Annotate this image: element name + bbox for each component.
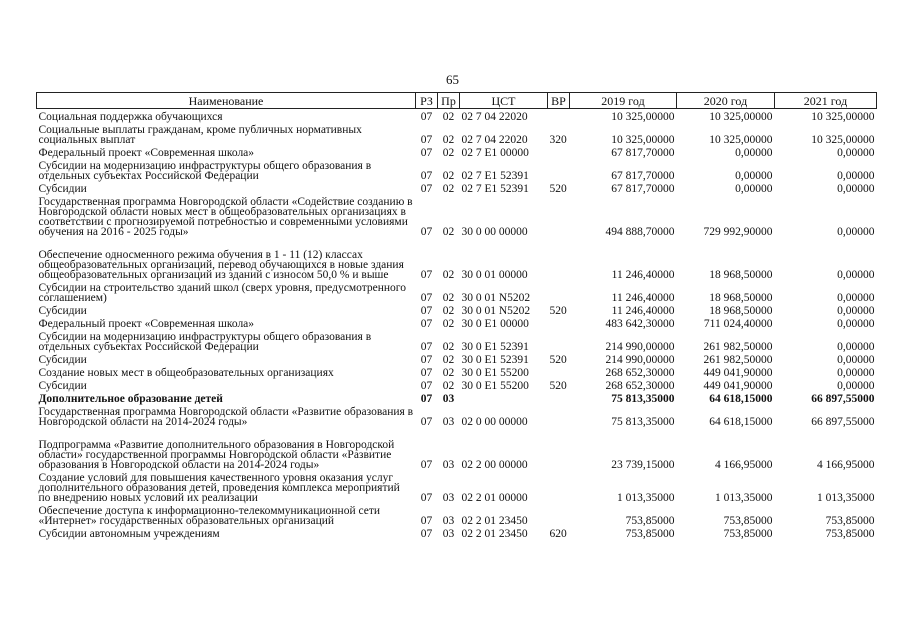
cell-rz: 07 <box>420 340 433 353</box>
cell-vr <box>548 280 570 303</box>
page-number: 65 <box>446 72 459 87</box>
cell-name: Субсидии на строительство зданий школ (сверх уровня, предусмотренного соглашением) <box>38 281 406 304</box>
cell-vr: 520 <box>549 353 567 366</box>
cell-pr: 02 <box>442 268 455 281</box>
cell-y2020: 18 968,50000 <box>709 268 773 281</box>
cell-y2021: 0,00000 <box>837 146 875 159</box>
cell-vr <box>548 427 570 470</box>
cell-cst: 02 2 01 00000 <box>461 491 528 504</box>
cell-rz: 07 <box>420 392 433 405</box>
cell-cst: 02 7 04 22020 <box>461 133 528 146</box>
cell-pr: 02 <box>442 225 455 238</box>
cell-vr: 520 <box>549 182 567 195</box>
cell-name: Субсидии <box>38 304 87 317</box>
cell-y2019: 75 813,35000 <box>611 415 675 428</box>
cell-name: Федеральный проект «Современная школа» <box>38 146 255 159</box>
cell-cst: 02 7 04 22020 <box>461 110 528 123</box>
table-row <box>37 122 877 145</box>
cell-rz: 07 <box>420 146 433 159</box>
cell-name: Федеральный проект «Современная школа» <box>38 317 255 330</box>
cell-y2019: 753,85000 <box>625 527 675 540</box>
cell-rz: 07 <box>420 353 433 366</box>
cell-y2020: 10 325,00000 <box>709 133 773 146</box>
table-row <box>37 237 877 280</box>
cell-y2019: 10 325,00000 <box>611 110 675 123</box>
cell-pr: 03 <box>442 491 455 504</box>
cell-rz: 07 <box>420 133 433 146</box>
cell-vr: 520 <box>549 304 567 317</box>
cell-y2021: 10 325,00000 <box>811 110 875 123</box>
cell-y2020: 10 325,00000 <box>709 110 773 123</box>
cell-name: Подпрограмма «Развитие дополнительного образования в Новгородской области» государственной программы Новгородской области «Развитие образования в Новгородской области на 2014-2024 годы» <box>38 438 395 471</box>
table-row <box>37 158 877 181</box>
cell-rz: 07 <box>420 169 433 182</box>
cell-rz: 07 <box>420 304 433 317</box>
cell-name: Дополнительное образование детей <box>38 392 223 405</box>
cell-name: Субсидии на модернизацию инфраструктуры общего образования в отдельных субъектах Российской Федерации <box>38 159 372 182</box>
cell-y2019: 11 246,40000 <box>611 304 675 317</box>
cell-rz: 07 <box>420 110 433 123</box>
cell-pr: 03 <box>442 527 455 540</box>
cell-cst: 30 0 E1 52391 <box>461 340 529 353</box>
cell-vr: 620 <box>549 527 567 540</box>
cell-cst: 02 2 00 00000 <box>461 458 528 471</box>
cell-y2020: 64 618,15000 <box>709 415 773 428</box>
cell-y2019: 268 652,30000 <box>605 379 675 392</box>
cell-y2021: 0,00000 <box>837 225 875 238</box>
cell-pr: 02 <box>442 340 455 353</box>
cell-y2020: 0,00000 <box>735 169 773 182</box>
cell-cst: 30 0 E1 00000 <box>461 317 529 330</box>
cell-pr: 02 <box>442 353 455 366</box>
cell-name: Государственная программа Новгородской области «Содействие созданию в Новгородской области новых мест в общеобразовательных организациях в соответствии с прогнозируемой потребностью и современными условиями обучения на 2016 - 2025 годы» <box>38 195 413 238</box>
cell-pr: 03 <box>442 514 455 527</box>
cell-y2021: 753,85000 <box>825 527 875 540</box>
cell-pr: 03 <box>442 458 455 471</box>
cell-pr: 03 <box>442 392 455 405</box>
cell-y2021: 753,85000 <box>825 514 875 527</box>
table-header-row <box>37 93 877 109</box>
cell-cst: 30 0 E1 55200 <box>461 379 529 392</box>
cell-y2021: 0,00000 <box>837 304 875 317</box>
cell-y2021: 66 897,55000 <box>811 392 875 405</box>
cell-y2019: 67 817,70000 <box>611 182 675 195</box>
table-row <box>37 365 877 378</box>
cell-name: Субсидии автономным учреждениям <box>38 527 220 540</box>
cell-y2020: 753,85000 <box>723 527 773 540</box>
cell-cst: 30 0 E1 55200 <box>461 366 529 379</box>
table-row <box>37 427 877 470</box>
cell-pr: 02 <box>442 291 455 304</box>
cell-y2019: 75 813,35000 <box>611 392 675 405</box>
cell-cst: 02 2 01 23450 <box>461 527 528 540</box>
cell-rz: 07 <box>420 225 433 238</box>
cell-cst <box>460 391 548 404</box>
cell-rz: 07 <box>420 458 433 471</box>
table-body <box>37 109 877 539</box>
cell-y2020: 449 041,90000 <box>703 366 773 379</box>
cell-pr: 02 <box>442 182 455 195</box>
cell-pr: 03 <box>442 415 455 428</box>
cell-y2021: 10 325,00000 <box>811 133 875 146</box>
cell-y2020: 729 992,90000 <box>703 225 773 238</box>
cell-name: Субсидии <box>38 379 87 392</box>
cell-y2021: 1 013,35000 <box>817 491 875 504</box>
cell-rz: 07 <box>420 514 433 527</box>
cell-y2019: 753,85000 <box>625 514 675 527</box>
cell-y2020: 1 013,35000 <box>715 491 773 504</box>
cell-vr <box>548 365 570 378</box>
cell-cst: 02 7 E1 52391 <box>461 182 529 195</box>
cell-y2019: 214 990,00000 <box>605 353 675 366</box>
cell-name: Социальные выплаты гражданам, кроме публичных нормативных социальных выплат <box>38 123 362 146</box>
cell-y2019: 11 246,40000 <box>611 291 675 304</box>
header-vr: ВР <box>548 93 570 109</box>
cell-y2021: 0,00000 <box>837 317 875 330</box>
cell-name: Государственная программа Новгородской области «Развитие образования в Новгородской области на 2014-2024 годы» <box>38 405 414 428</box>
cell-y2021: 0,00000 <box>837 353 875 366</box>
cell-pr: 02 <box>442 379 455 392</box>
table-row <box>37 526 877 539</box>
cell-cst: 30 0 01 N5202 <box>461 291 531 304</box>
cell-y2020: 261 982,50000 <box>703 340 773 353</box>
cell-y2021: 0,00000 <box>837 291 875 304</box>
cell-vr: 520 <box>549 379 567 392</box>
cell-name: Создание новых мест в общеобразовательных организациях <box>38 366 334 379</box>
cell-name: Социальная поддержка обучающихся <box>38 110 223 123</box>
cell-cst: 30 0 E1 52391 <box>461 353 529 366</box>
cell-pr: 02 <box>442 169 455 182</box>
cell-vr <box>548 391 570 404</box>
cell-y2020: 4 166,95000 <box>715 458 773 471</box>
table-row <box>37 470 877 503</box>
cell-name: Субсидии на модернизацию инфраструктуры общего образования в отдельных субъектах Российской Федерации <box>38 330 372 353</box>
cell-y2019: 23 739,15000 <box>611 458 675 471</box>
cell-y2021: 0,00000 <box>837 182 875 195</box>
cell-y2020: 18 968,50000 <box>709 304 773 317</box>
cell-vr <box>548 145 570 158</box>
budget-table <box>36 92 877 539</box>
header-name: Наименование <box>37 93 416 109</box>
header-rz: РЗ <box>416 93 438 109</box>
cell-rz: 07 <box>420 291 433 304</box>
cell-rz: 07 <box>420 268 433 281</box>
cell-y2021: 0,00000 <box>837 340 875 353</box>
header-pr: Пр <box>438 93 460 109</box>
cell-cst: 30 0 01 N5202 <box>461 304 531 317</box>
cell-y2020: 711 024,40000 <box>703 317 773 330</box>
table-row <box>37 109 877 122</box>
cell-pr: 02 <box>442 146 455 159</box>
table-row <box>37 404 877 427</box>
table-row <box>37 503 877 526</box>
table-row <box>37 329 877 352</box>
cell-y2019: 214 990,00000 <box>605 340 675 353</box>
table-row <box>37 280 877 303</box>
cell-vr <box>548 470 570 503</box>
table-row <box>37 145 877 158</box>
cell-y2019: 11 246,40000 <box>611 268 675 281</box>
cell-rz: 07 <box>420 182 433 195</box>
table-row <box>37 316 877 329</box>
cell-y2021: 66 897,55000 <box>811 415 875 428</box>
cell-rz: 07 <box>420 415 433 428</box>
cell-y2019: 483 642,30000 <box>605 317 675 330</box>
header-cst: ЦСТ <box>460 93 548 109</box>
header-2019: 2019 год <box>570 93 677 109</box>
cell-rz: 07 <box>420 366 433 379</box>
cell-y2021: 0,00000 <box>837 366 875 379</box>
table-row <box>37 303 877 316</box>
cell-rz: 07 <box>420 379 433 392</box>
cell-y2019: 67 817,70000 <box>611 169 675 182</box>
header-2021: 2021 год <box>775 93 877 109</box>
table-row <box>37 194 877 237</box>
table-row <box>37 391 877 404</box>
cell-pr: 02 <box>442 304 455 317</box>
cell-cst: 30 0 00 00000 <box>461 225 528 238</box>
cell-vr <box>548 237 570 280</box>
cell-name: Субсидии <box>38 353 87 366</box>
cell-y2021: 4 166,95000 <box>817 458 875 471</box>
header-2020: 2020 год <box>677 93 775 109</box>
cell-name: Обеспечение доступа к информационно-телекоммуникационной сети «Интернет» государственных образовательных организаций <box>38 504 381 527</box>
cell-cst: 02 7 E1 00000 <box>461 146 529 159</box>
cell-pr: 02 <box>442 133 455 146</box>
cell-y2020: 449 041,90000 <box>703 379 773 392</box>
cell-vr <box>548 329 570 352</box>
cell-name: Субсидии <box>38 182 87 195</box>
cell-cst: 02 2 01 23450 <box>461 514 528 527</box>
cell-y2019: 10 325,00000 <box>611 133 675 146</box>
cell-y2019: 494 888,70000 <box>605 225 675 238</box>
cell-vr <box>548 194 570 237</box>
cell-y2020: 18 968,50000 <box>709 291 773 304</box>
cell-y2019: 268 652,30000 <box>605 366 675 379</box>
cell-cst: 30 0 01 00000 <box>461 268 528 281</box>
cell-rz: 07 <box>420 317 433 330</box>
cell-cst: 02 0 00 00000 <box>461 415 528 428</box>
cell-y2020: 753,85000 <box>723 514 773 527</box>
cell-pr: 02 <box>442 317 455 330</box>
cell-y2020: 64 618,15000 <box>709 392 773 405</box>
cell-name: Обеспечение односменного режима обучения в 1 - 11 (12) классах общеобразовательных организаций, перевод обучающихся в новые здания общеобразовательных организаций из зданий с износом 50,0 % и выше <box>38 248 404 281</box>
cell-y2021: 0,00000 <box>837 169 875 182</box>
cell-pr: 02 <box>442 110 455 123</box>
cell-vr <box>548 316 570 329</box>
cell-vr: 320 <box>549 133 567 146</box>
cell-y2021: 0,00000 <box>837 268 875 281</box>
table-row <box>37 352 877 365</box>
cell-y2020: 0,00000 <box>735 146 773 159</box>
cell-pr: 02 <box>442 366 455 379</box>
table-row <box>37 181 877 194</box>
cell-rz: 07 <box>420 491 433 504</box>
cell-y2019: 1 013,35000 <box>617 491 675 504</box>
cell-vr <box>548 503 570 526</box>
cell-name: Создание условий для повышения качественного уровня оказания услуг дополнительного образования детей, проведения комплекса мероприятий по внедрению новых условий их реализации <box>38 471 400 504</box>
cell-y2020: 0,00000 <box>735 182 773 195</box>
cell-y2019: 67 817,70000 <box>611 146 675 159</box>
cell-y2020: 261 982,50000 <box>703 353 773 366</box>
cell-vr <box>548 158 570 181</box>
cell-vr <box>548 109 570 122</box>
cell-y2021: 0,00000 <box>837 379 875 392</box>
cell-rz: 07 <box>420 527 433 540</box>
cell-vr <box>548 404 570 427</box>
cell-cst: 02 7 E1 52391 <box>461 169 529 182</box>
table-row <box>37 378 877 391</box>
